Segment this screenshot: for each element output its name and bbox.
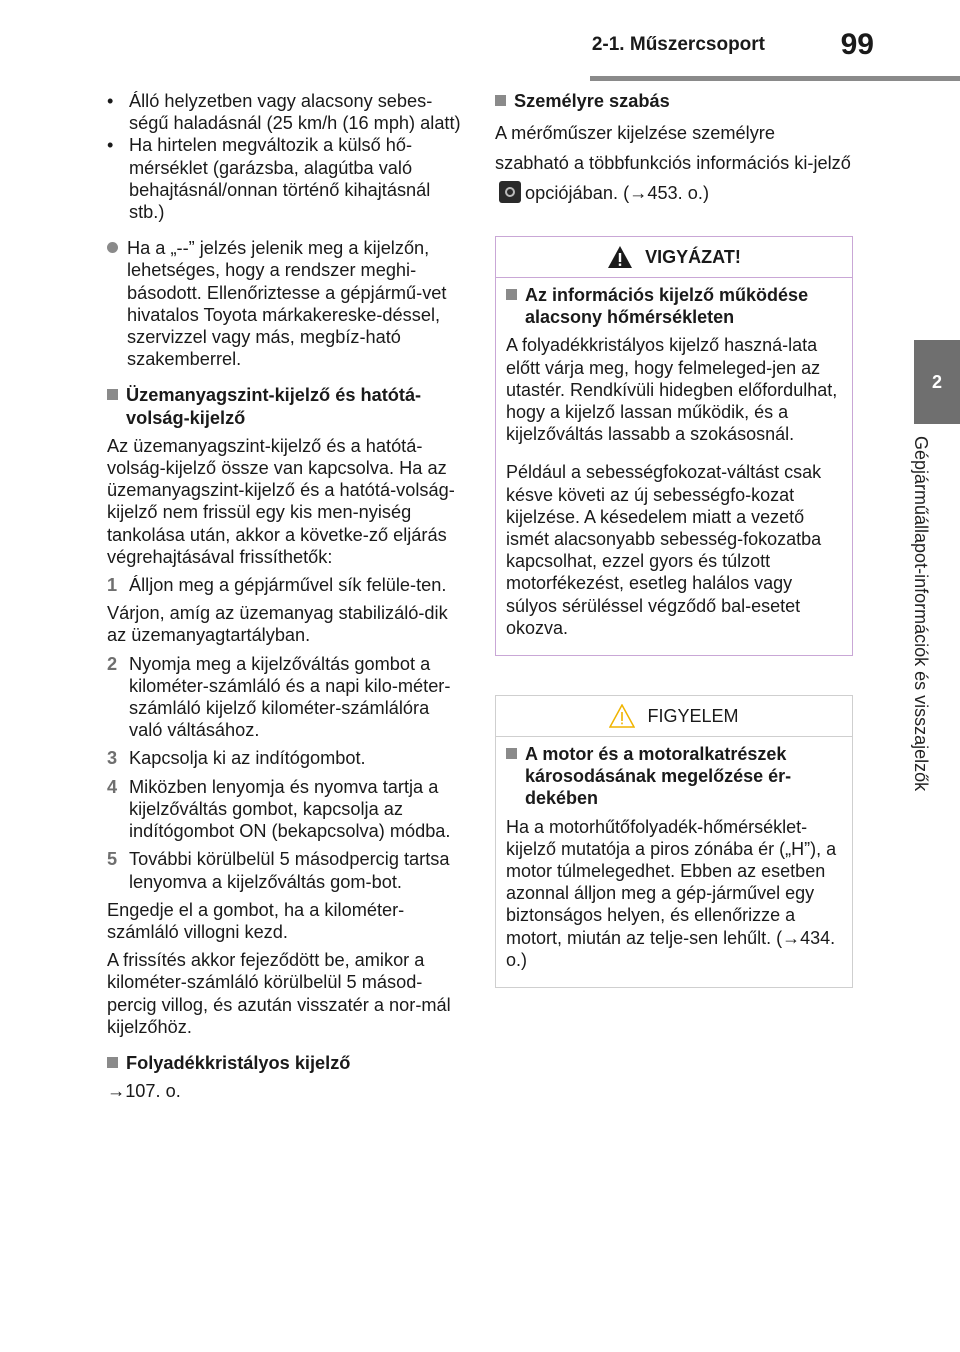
list-item: • Ha hirtelen megváltozik a külső hő-mérséklet (garázsba, alagútba való behajtásnál/onnan történő kihajtásnál stb.) [107,135,431,223]
step-item: 3 Kapcsolja ki az indítógombot. [107,748,366,769]
chapter-label: Gépjárműállapot-információk és visszajelzők [911,436,931,792]
fuel-intro: Az üzemanyagszint-kijelző és a hatótá-volság-kijelző össze van kapcsolva. Ha az üzemanyagszint-kijelző és a hatótá-volság-kijelző nem frissül egy kis men-nyiség tankolása után, akkor a követke-ző eljárás végrehajtásával frissíthetők: [107,435,455,567]
caution-box [495,236,853,656]
wait-text: Várjon, amíg az üzemanyag stabilizáló-dik az üzemanyagtartályban. [107,603,448,646]
section-heading-lcd: Folyadékkristályos kijelző [107,1052,465,1074]
warning-triangle-icon [607,245,633,269]
list-item: • Álló helyzetben vagy alacsony sebes-ségű haladásnál (25 km/h (16 mph) alatt) [107,91,461,134]
caution-paragraph: A folyadékkristályos kijelző haszná-lata előtt várja meg, hogy felmeleged-jen az utastér. Rendkívüli hidegben előfordulhat, hogy a kijelző lassan működik, és a kijelzőváltás lassabb a szokásosnál. [506,335,838,445]
customize-text: A mérőműszer kijelzése személyre szabható a többfunkciós információs ki-jelzőopciójában. (→453. o.) [495,123,851,204]
release-text: Engedje el a gombot, ha a kilométer-számláló villogni kezd. [107,899,405,942]
page-number: 99 [840,28,874,61]
square-bullet-icon [506,748,517,759]
caution-heading: Az információs kijelző működése alacsony hőmérsékleten [506,284,842,328]
section-heading-customize: Személyre szabás [495,90,853,112]
notice-title: FIGYELEM [496,696,852,737]
finish-text: A frissítés akkor fejeződött be, amikor a kilométer-számláló körülbelül 5 másod-percig villog, és azután visszatér a nor-mál kijelzőhöz. [107,950,451,1037]
caution-title: VIGYÁZAT! [496,237,852,278]
notice-triangle-icon [609,704,635,728]
square-bullet-icon [495,95,506,106]
chapter-tab: 2 [914,340,960,424]
circle-bullet-icon [107,242,118,253]
step-item: 2 Nyomja meg a kijelzőváltás gombot a kilométer-számláló és a napi kilo-méter-számláló kijelző kilométer-számlálóra való váltásához. [107,653,451,741]
bullet-list [107,90,465,223]
notice-box [495,695,853,988]
notice-heading: A motor és a motoralkatrészek károsodásának megelőzése ér-dekében [506,743,842,810]
step-item: 1 Álljon meg a gépjárművel sík felüle-ten. [107,575,447,596]
notice-paragraph: Ha a motorhűtőfolyadék-hőmérséklet-kijelző mutatója a piros zónába ér („H”), a motor túlmelegedhet. Ebben az esetben azonnal álljon meg a gép-járművel egy biztonságos helyen, és ellenőrizze a motort, miután az telje-sen lehűlt. (→434. o.) [506,816,837,970]
note-paragraph: Ha a „--” jelzés jelenik meg a kijelzőn, lehetséges, hogy a rendszer meghi-básodott. Ellenőriztesse a gépjármű-vet hivatalos Toyota márkakereske-déssel, szervizzel vagy más, megbíz-ható szakemberrel. [107,237,465,370]
square-bullet-icon [506,289,517,300]
right-column [495,90,853,214]
step-item: 4 Miközben lenyomja és nyomva tartja a kijelzőváltás gombot, kapcsolja az indítógombot ON (bekapcsolva) módba. [107,776,451,842]
square-bullet-icon [107,1057,118,1068]
caution-paragraph: Például a sebességfokozat-váltást csak késve követi az új sebességfo-kozat kijelzése. A késedelem miatt a vezető ismét alacsonyabb sebesség-fokozatba kapcsolhat, ezzel gyors és túlzott motorfékezést, esetleg halálos vagy súlyos sérüléssel végződő bal-esetet okozva. [506,462,822,638]
lcd-reference: →107. o. [107,1081,181,1102]
square-bullet-icon [107,389,118,400]
header-rule [590,76,960,81]
section-heading-fuel: Üzemanyagszint-kijelző és hatótá-volság-kijelző [107,384,465,428]
settings-gear-icon [499,181,521,203]
header-section-title: 2-1. Műszercsoport [591,34,765,55]
step-item: 5 További körülbelül 5 másodpercig tartsa lenyomva a kijelzőváltás gom-bot. [107,849,450,892]
left-column [107,90,465,1108]
